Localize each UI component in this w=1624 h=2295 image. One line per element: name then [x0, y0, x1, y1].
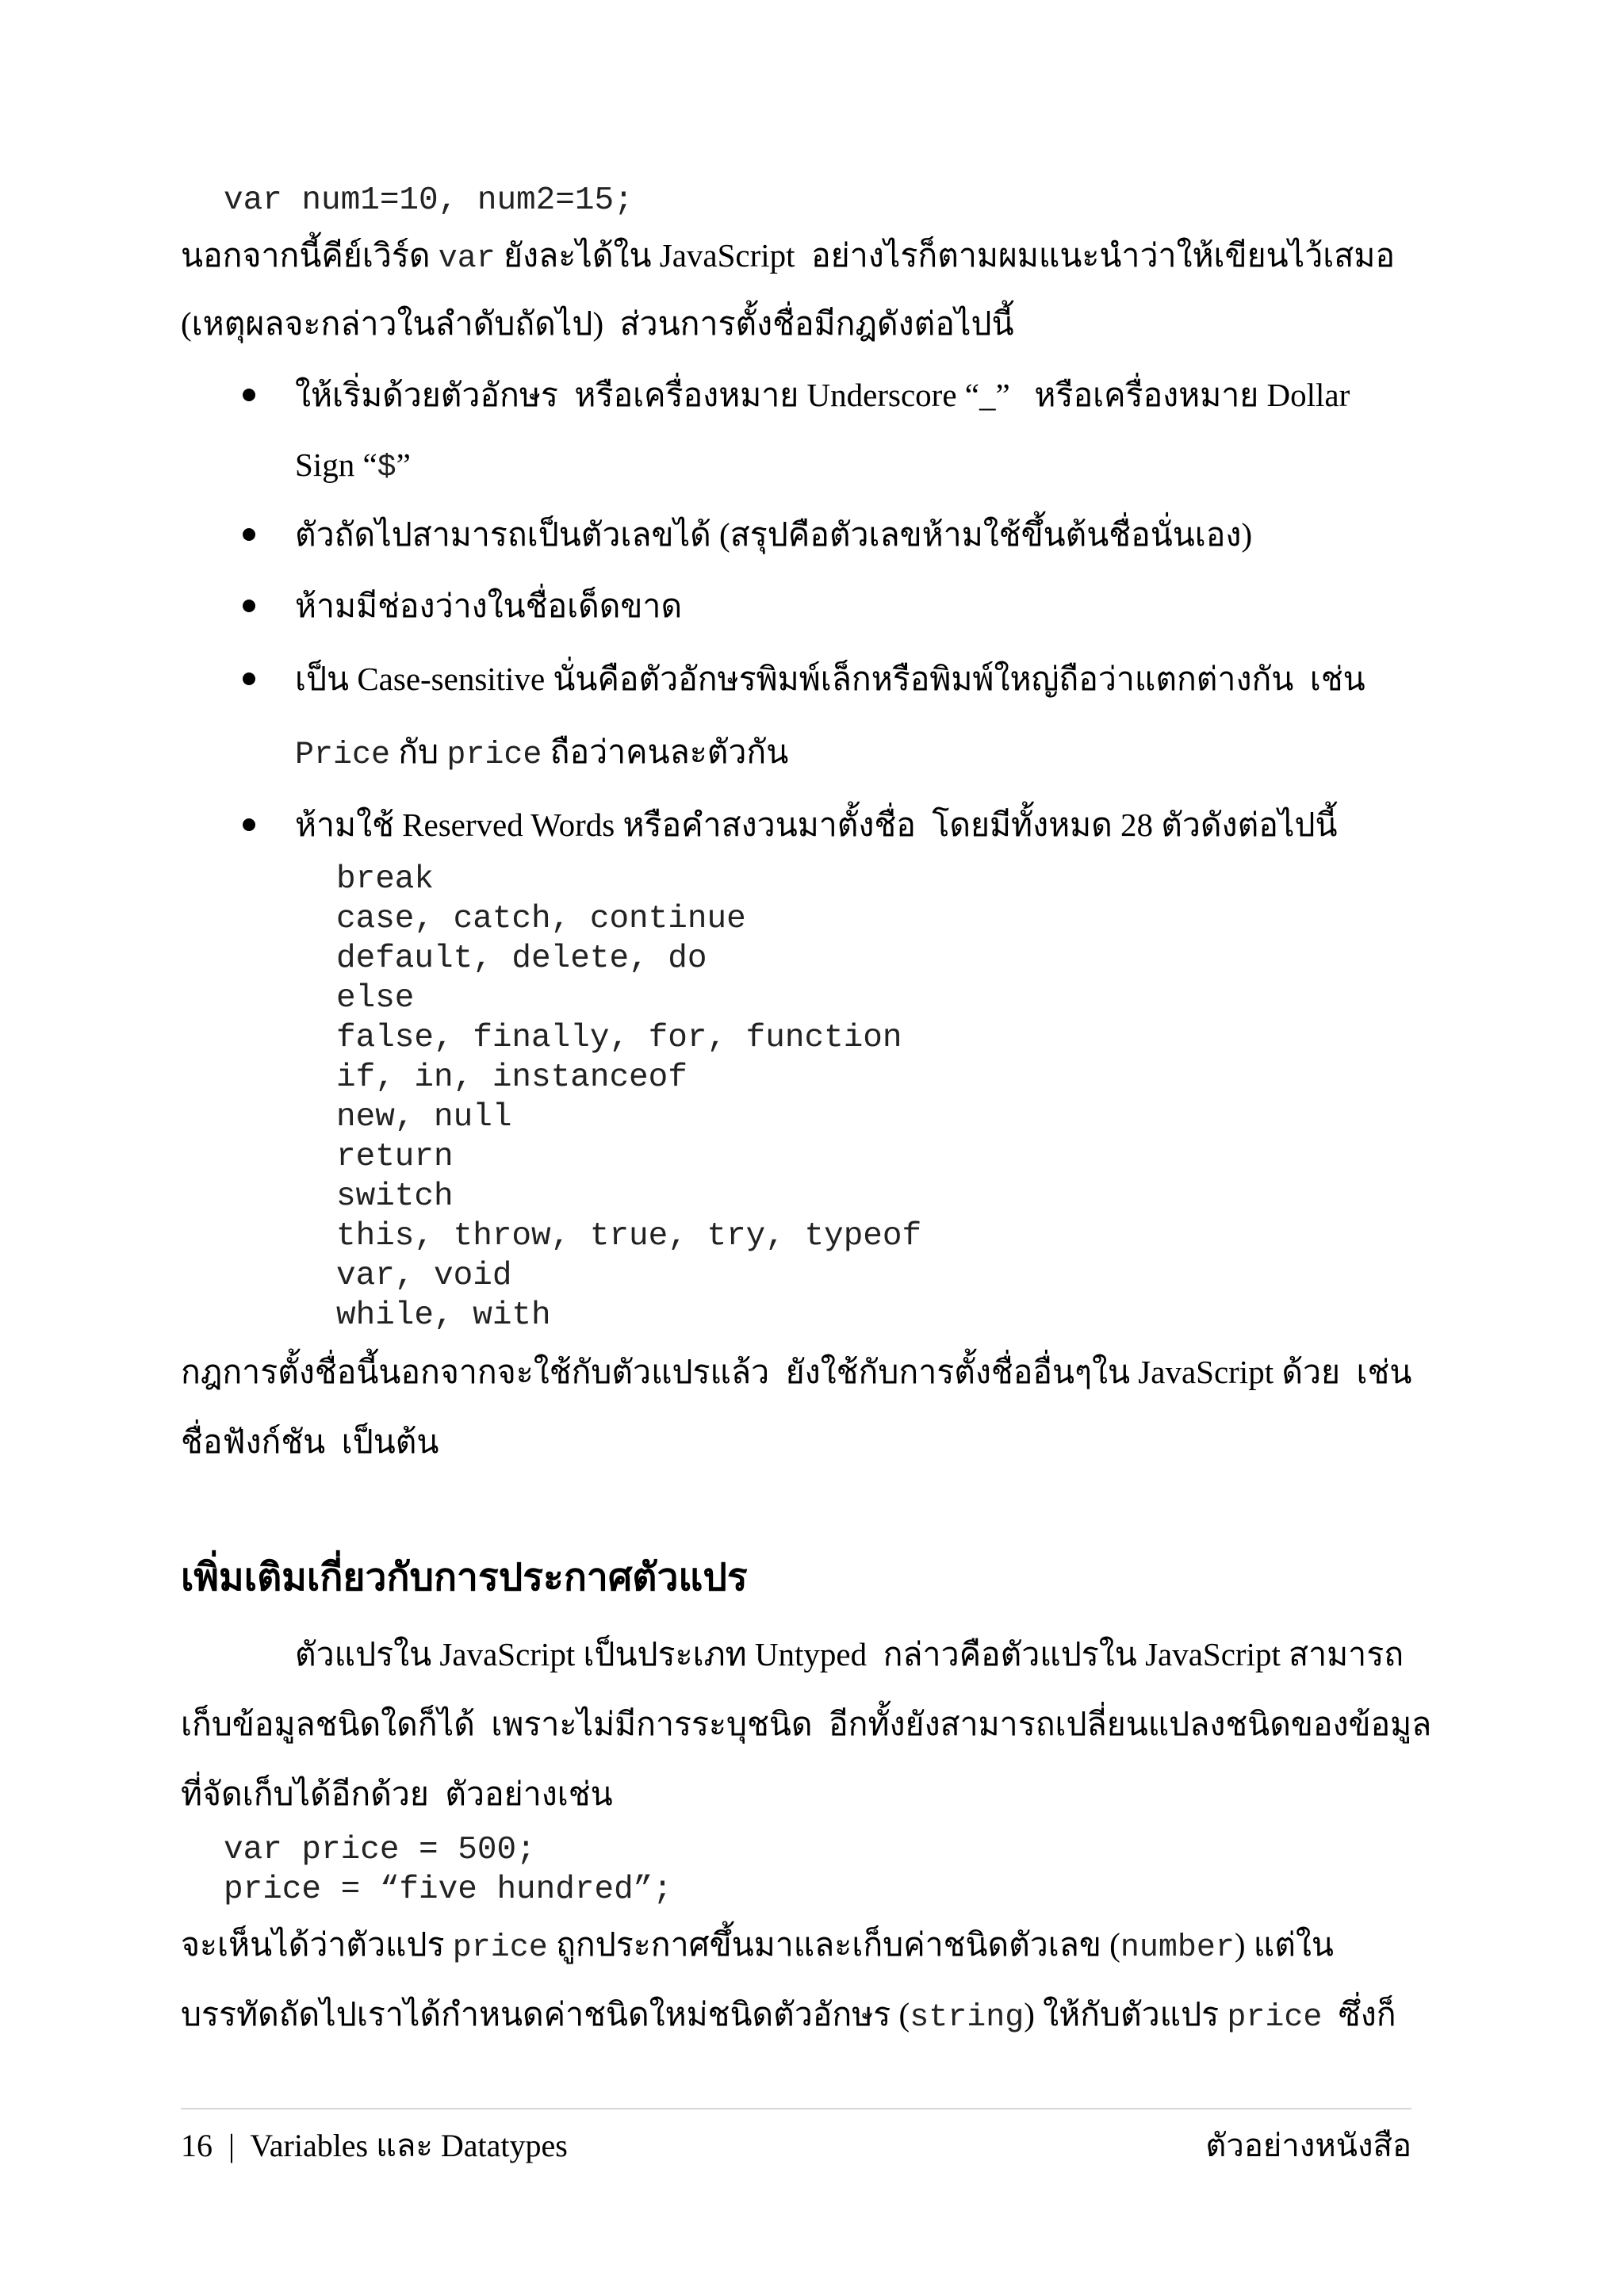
chapter-title: Variables และ Datatypes — [250, 2128, 568, 2163]
code-example-line: var price = 500; — [224, 1832, 536, 1868]
bullet-icon — [243, 672, 255, 685]
reserved-words-line: if, in, instanceof — [336, 1059, 688, 1096]
closing-code-number: number — [1120, 1930, 1235, 1966]
rule-2: ตัวถัดไปสามารถเป็นตัวเลขได้ (สรุปคือตัวเลขห้ามใช้ขึ้นต้นชื่อนั่นเอง) — [295, 516, 1253, 553]
footer-left — [181, 2122, 568, 2170]
rule-4-text-end: ถือว่าคนละตัวกัน — [542, 734, 789, 770]
rule-5: ห้ามใช้ Reserved Words หรือคำสงวนมาตั้งชื่อ โดยมีทั้งหมด 28 ตัวดังต่อไปนี้ — [295, 807, 1338, 843]
closing-text-b: ถูกประกาศขึ้นมาและเก็บค่าชนิดตัวเลข ( — [547, 1926, 1120, 1963]
rule-1-code-dollar: $ — [377, 450, 396, 486]
reserved-words-line: while, with — [336, 1297, 551, 1334]
rule-1-line-2 — [295, 441, 411, 492]
closing-line-1 — [181, 1921, 1334, 1972]
section-body-line-2: เก็บข้อมูลชนิดใดก็ได้ เพราะไม่มีการระบุชนิด อีกทั้งยังสามารถเปลี่ยนแปลงชนิดของข้อมูล — [181, 1706, 1432, 1742]
reserved-words-line: false, finally, for, function — [336, 1020, 902, 1056]
footer-separator: | — [228, 2128, 236, 2163]
rule-4-line-2 — [295, 728, 788, 780]
closing-text-d: บรรทัดถัดไปเราได้กำหนดค่าชนิดใหม่ชนิดตัวอักษร ( — [181, 1996, 910, 2033]
rule-4-text-mid: กับ — [390, 734, 447, 770]
bullet-icon — [243, 818, 255, 831]
intro-text-a: นอกจากนี้คีย์เวิร์ด — [181, 237, 439, 274]
rule-4-line-1: เป็น Case-sensitive นั่นคือตัวอักษรพิมพ์เล็กหรือพิมพ์ใหญ่ถือว่าแตกต่างกัน เช่น — [295, 661, 1365, 697]
closing-text-e: ) ให้กับตัวแปร — [1024, 1996, 1228, 2033]
closing-text-a: จะเห็นได้ว่าตัวแปร — [181, 1926, 453, 1963]
intro-code-var: var — [438, 241, 496, 277]
reserved-words-line: this, throw, true, try, typeof — [336, 1218, 922, 1255]
intro-line-1 — [181, 232, 1395, 283]
after-rules-line-2: ชื่อฟังก์ชัน เป็นต้น — [181, 1423, 439, 1460]
intro-line-2: (เหตุผลจะกล่าวในลำดับถัดไป) ส่วนการตั้งชื่อมีกฎดังต่อไปนี้ — [181, 305, 1014, 342]
reserved-words-line: else — [336, 980, 415, 1017]
code-top: var num1=10, num2=15; — [224, 182, 634, 219]
bullet-icon — [243, 389, 255, 401]
intro-text-b: ยังละได้ใน JavaScript อย่างไรก็ตามผมแนะนำว่าให้เขียนไว้เสมอ — [495, 237, 1395, 274]
rule-1-line-1: ให้เริ่มด้วยตัวอักษร หรือเครื่องหมาย Underscore “_” หรือเครื่องหมาย Dollar — [295, 377, 1350, 413]
rule-1-text-a: Sign “ — [295, 446, 377, 483]
section-body-line-1: ตัวแปรใน JavaScript เป็นประเภท Untyped กล่าวคือตัวแปรใน JavaScript สามารถ — [295, 1636, 1404, 1672]
reserved-words-line: case, catch, continue — [336, 901, 746, 937]
after-rules-line-1: กฎการตั้งชื่อนี้นอกจากจะใช้กับตัวแปรแล้ว ยังใช้กับการตั้งชื่ออื่นๆใน JavaScript ด้วย เช่น — [181, 1354, 1412, 1390]
reserved-words-line: switch — [336, 1178, 454, 1215]
book-label: ตัวอย่างหนังสือ — [1205, 2128, 1411, 2163]
closing-text-f: ซึ่งก็ — [1322, 1996, 1396, 2033]
page-number: 16 — [181, 2128, 213, 2163]
closing-line-2 — [181, 1990, 1396, 2042]
closing-code-string: string — [910, 2000, 1025, 2036]
reserved-words-line: var, void — [336, 1258, 512, 1294]
rule-3: ห้ามมีช่องว่างในชื่อเด็ดขาด — [295, 588, 683, 624]
bullet-icon — [243, 600, 255, 612]
rule-1-text-b: ” — [396, 446, 411, 483]
rule-4-code-price-lower: price — [446, 738, 542, 773]
closing-text-c: ) แต่ใน — [1234, 1926, 1334, 1963]
reserved-words-line: default, delete, do — [336, 941, 707, 977]
code-example-line: price = “five hundred”; — [224, 1872, 672, 1908]
reserved-words-line: return — [336, 1139, 454, 1175]
reserved-words-line: break — [336, 861, 435, 898]
rule-4-code-price-upper: Price — [295, 738, 391, 773]
reserved-words-line: new, null — [336, 1099, 512, 1136]
bullet-icon — [243, 528, 255, 541]
section-heading: เพิ่มเติมเกี่ยวกับการประกาศตัวแปร — [181, 1557, 748, 1599]
closing-code-price-2: price — [1227, 2000, 1323, 2036]
footer-divider — [181, 2108, 1411, 2109]
section-body-line-3: ที่จัดเก็บได้อีกด้วย ตัวอย่างเช่น — [181, 1776, 613, 1812]
closing-code-price: price — [452, 1930, 548, 1966]
